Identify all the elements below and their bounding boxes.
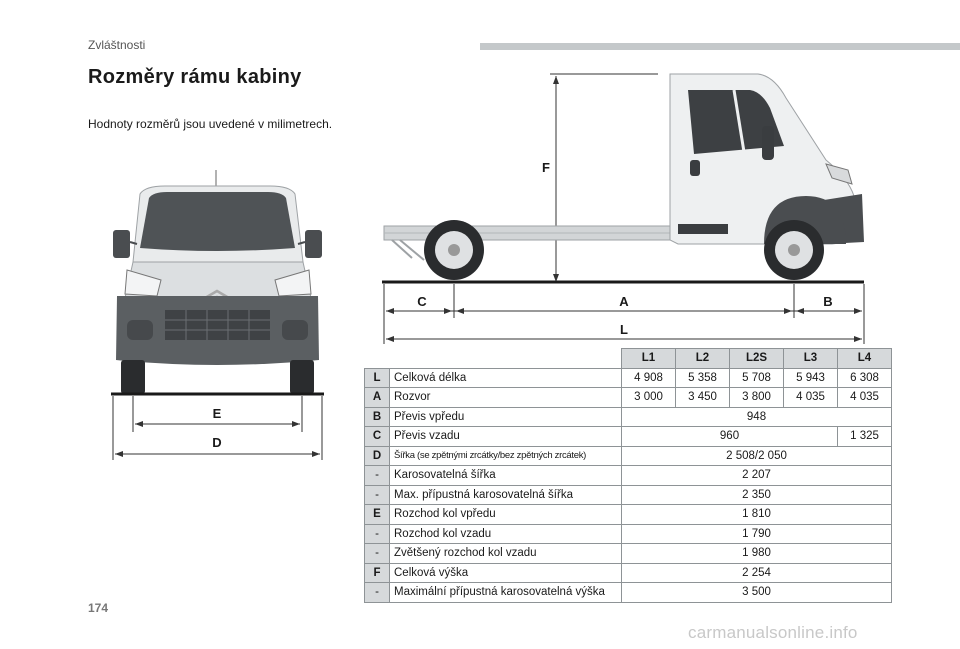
row-value: 4 035 bbox=[784, 388, 838, 408]
row-code: F bbox=[365, 563, 390, 583]
row-label: Max. přípustná karosovatelná šířka bbox=[390, 485, 622, 505]
row-code: - bbox=[365, 466, 390, 486]
dimension-label-e: E bbox=[212, 406, 222, 421]
dimension-label-c: C bbox=[417, 294, 427, 309]
table-row bbox=[365, 446, 892, 466]
column-header: L3 bbox=[784, 349, 838, 369]
row-label: Rozchod kol vpředu bbox=[390, 505, 622, 525]
dimensions-table bbox=[364, 348, 892, 603]
row-code: B bbox=[365, 407, 390, 427]
table-header-row bbox=[365, 349, 892, 369]
table-row bbox=[365, 544, 892, 564]
row-label: Karosovatelná šířka bbox=[390, 466, 622, 486]
row-value: 5 943 bbox=[784, 368, 838, 388]
table-row bbox=[365, 583, 892, 603]
row-label: Převis vpředu bbox=[390, 407, 622, 427]
row-code: - bbox=[365, 524, 390, 544]
row-label: Šířka (se zpětnými zrcátky/bez zpětných zrcátek) bbox=[390, 446, 622, 466]
row-value: 1 980 bbox=[622, 544, 892, 564]
row-value: 948 bbox=[622, 407, 892, 427]
table-row bbox=[365, 563, 892, 583]
dimension-label-f: F bbox=[542, 160, 550, 175]
column-header: L1 bbox=[622, 349, 676, 369]
row-value: 4 908 bbox=[622, 368, 676, 388]
row-value: 5 708 bbox=[730, 368, 784, 388]
table-row bbox=[365, 368, 892, 388]
row-value: 4 035 bbox=[838, 388, 892, 408]
row-label: Rozchod kol vzadu bbox=[390, 524, 622, 544]
front-view-diagram bbox=[105, 170, 330, 470]
row-value: 3 500 bbox=[622, 583, 892, 603]
row-label: Maximální přípustná karosovatelná výška bbox=[390, 583, 622, 603]
table-row bbox=[365, 524, 892, 544]
row-label: Rozvor bbox=[390, 388, 622, 408]
row-value: 6 308 bbox=[838, 368, 892, 388]
header-rule bbox=[480, 43, 960, 50]
dimension-label-d: D bbox=[212, 435, 222, 450]
row-value: 2 207 bbox=[622, 466, 892, 486]
column-header: L4 bbox=[838, 349, 892, 369]
row-code: - bbox=[365, 544, 390, 564]
row-code: C bbox=[365, 427, 390, 447]
row-label: Celková výška bbox=[390, 563, 622, 583]
side-view-diagram bbox=[378, 68, 898, 348]
table-row bbox=[365, 427, 892, 447]
row-code: A bbox=[365, 388, 390, 408]
watermark: carmanualsonline.info bbox=[688, 623, 858, 642]
page-title: Rozměry rámu kabiny bbox=[88, 66, 302, 88]
row-value: 2 350 bbox=[622, 485, 892, 505]
row-value: 3 450 bbox=[676, 388, 730, 408]
row-code: D bbox=[365, 446, 390, 466]
column-header: L2 bbox=[676, 349, 730, 369]
dimension-label-l: L bbox=[620, 322, 628, 337]
row-value: 3 800 bbox=[730, 388, 784, 408]
row-value: 2 508/2 050 bbox=[622, 446, 892, 466]
row-label: Zvětšený rozchod kol vzadu bbox=[390, 544, 622, 564]
row-code: - bbox=[365, 485, 390, 505]
row-label: Celková délka bbox=[390, 368, 622, 388]
table-row bbox=[365, 505, 892, 525]
row-value: 960 bbox=[622, 427, 838, 447]
row-code: L bbox=[365, 368, 390, 388]
table-row bbox=[365, 466, 892, 486]
row-code: E bbox=[365, 505, 390, 525]
dimension-label-a: A bbox=[619, 294, 629, 309]
row-value: 1 810 bbox=[622, 505, 892, 525]
row-label: Převis vzadu bbox=[390, 427, 622, 447]
page-number: 174 bbox=[88, 601, 109, 615]
row-value: 1 790 bbox=[622, 524, 892, 544]
row-value: 5 358 bbox=[676, 368, 730, 388]
header-blank-cell bbox=[365, 349, 622, 369]
table-row bbox=[365, 485, 892, 505]
section-label: Zvláštnosti bbox=[88, 38, 146, 52]
row-value: 2 254 bbox=[622, 563, 892, 583]
row-code: - bbox=[365, 583, 390, 603]
page-subtitle: Hodnoty rozměrů jsou uvedené v milimetrech. bbox=[88, 117, 333, 131]
table-row bbox=[365, 388, 892, 408]
table-row bbox=[365, 407, 892, 427]
row-value: 3 000 bbox=[622, 388, 676, 408]
dimension-label-b: B bbox=[823, 294, 833, 309]
column-header: L2S bbox=[730, 349, 784, 369]
row-value-l4: 1 325 bbox=[838, 427, 892, 447]
